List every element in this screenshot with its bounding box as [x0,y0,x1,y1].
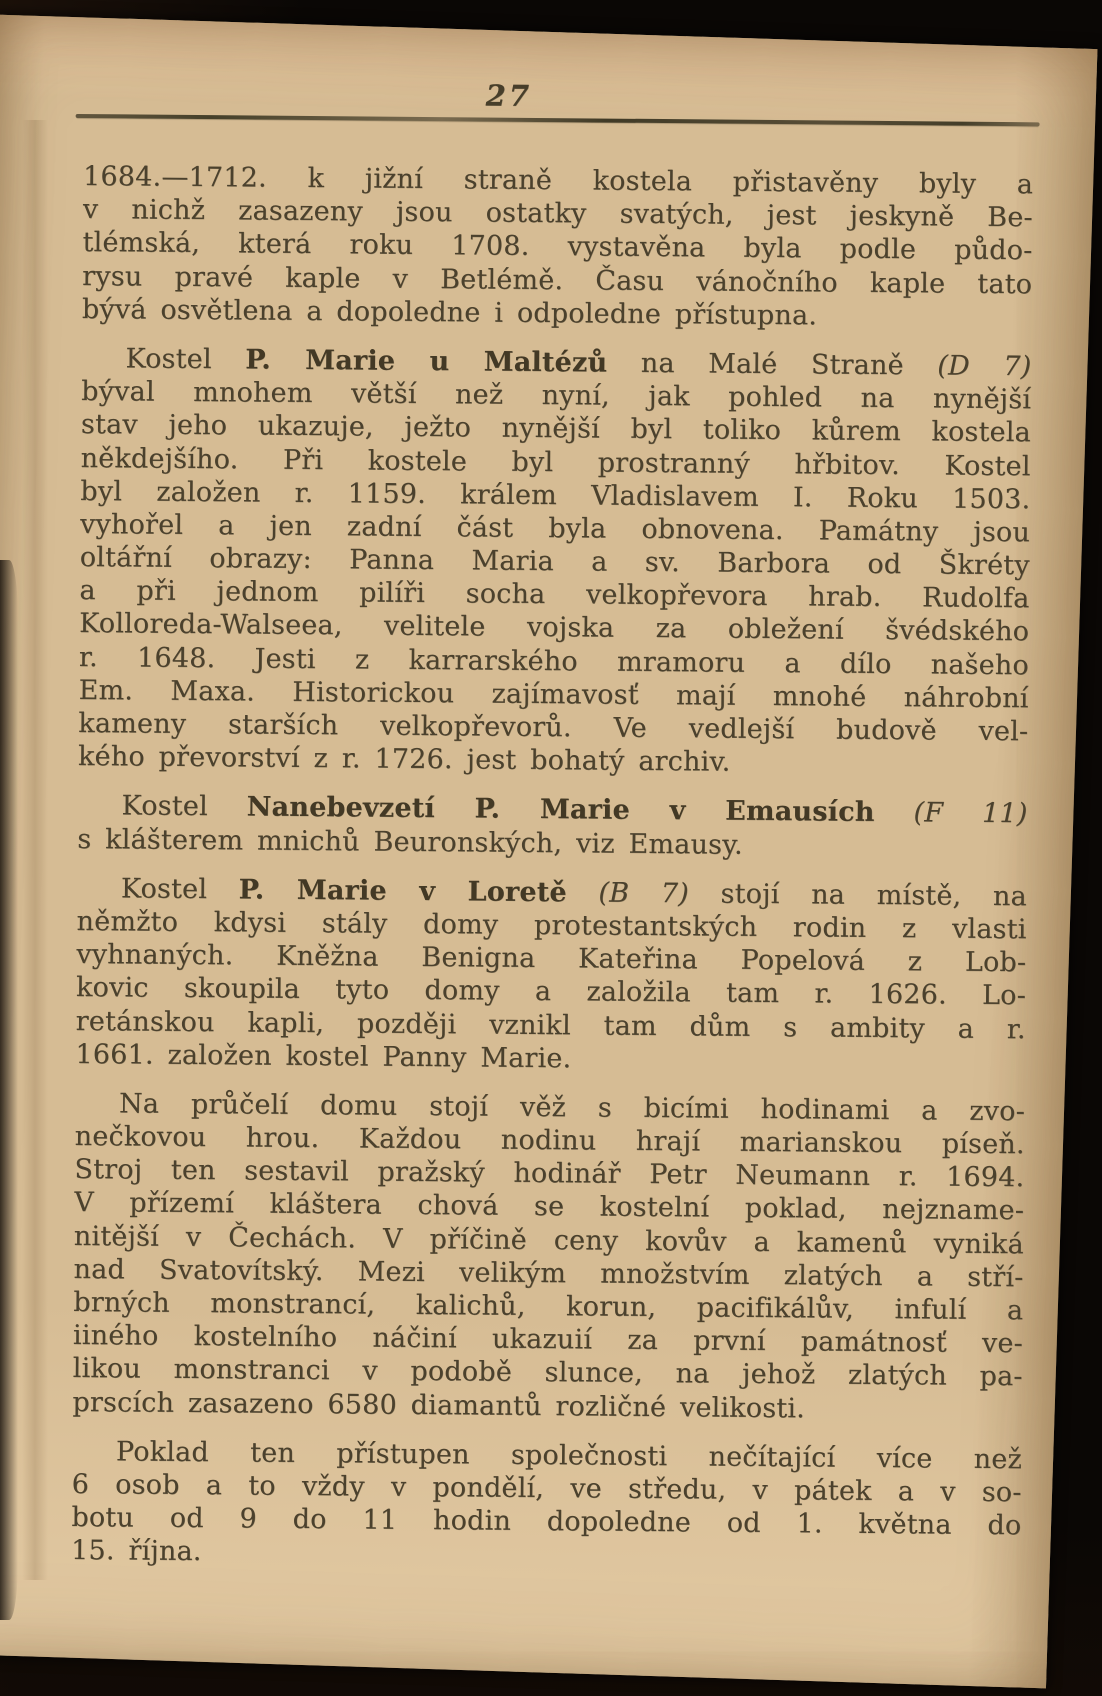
text-segment: byl založen r. 1159. králem Vladislavem I. Roku 1503. [80,475,1031,515]
paragraph [71,1435,1022,1576]
binding-gutter-shadow [0,560,18,1620]
text-segment: Em. Maxa. Historickou zajímavosť mají mnohé náhrobní [78,674,1029,715]
text-segment: 1661. založen kostel Panny Marie. [75,1038,572,1074]
text-segment: r. 1648. Jesti z karrarského mramoru a dílo našeho [78,641,1030,681]
text-segment: iiného kostelního náčiní ukazuií za první památnosť ve- [72,1320,1024,1360]
text-segment: s klášterem mnichů Beuronských, viz Emausy. [77,823,743,861]
text-segment: Na průčelí domu stojí věž s bicími hodinami a zvo- [118,1088,1026,1128]
text-segment: vyhnaných. Kněžna Benigna Kateřina Popelová z Lob- [76,939,1027,979]
text-segment: nad Svatovítský. Mezi velikým množstvím zlatých a stří- [73,1253,1024,1294]
italic-text: (D 7) [937,350,1032,383]
text-segment: Kostel [125,343,246,376]
text-segment [875,797,914,828]
paragraph [75,872,1027,1079]
text-segment: tlémská, která roku 1708. vystavěna byla podle půdo- [82,227,1033,267]
text-segment: kameny starších velkopřevorů. Ve vedlejší budově vel- [78,707,1029,748]
bold-text: P. Marie u Maltézů [245,344,608,379]
paragraph [78,342,1032,782]
text-segment: kého převorství z r. 1726. jest bohatý archiv. [77,741,731,778]
page-text-block [71,76,1034,1576]
text-segment: 6 osob a to vždy v pondělí, ve středu, v pátek a v so- [71,1468,1022,1509]
text-segment: Kostel [120,873,239,906]
page-number: 27 [485,78,533,113]
text-segment: stav jeho ukazuje, ježto nynější byl toliko kůrem kostela [80,409,1032,449]
text-segment: rysu pravé kaple v Betlémě. Času vánočního kaple tato [82,260,1033,300]
text-segment: kovic skoupila tyto domy a založila tam r. 1626. Lo- [75,972,1027,1012]
italic-text: (B 7) [598,877,690,910]
page-crease-shadow [22,120,48,1580]
text-segment: 1684.—1712. k jižní straně kostela přistavěny byly a [82,160,1034,201]
text-segment: V přízemí kláštera chová se kostelní poklad, nejzname- [74,1187,1025,1227]
text-segment: botu od 9 do 11 hodin dopoledne od 1. května do [71,1502,1022,1542]
italic-text: (F 11) [913,797,1028,830]
text-segment: likou monstranci v podobě slunce, na jehož zlatých pa- [72,1353,1023,1393]
paragraph [82,160,1033,334]
text-segment: němžto kdysi stály domy protestantských rodin z vlasti [76,905,1027,946]
text-segment: Poklad ten přístupen společnosti nečítající více než [115,1436,1023,1475]
text-segment: bývá osvětlena a dopoledne i odpoledne přístupna. [81,293,818,332]
text-segment: brných monstrancí, kalichů, korun, pacifikálův, infulí a [73,1286,1024,1327]
text-segment: oltářní obrazy: Panna Maria a sv. Barbora od Škréty [79,542,1030,582]
body-text [71,160,1033,1576]
text-segment: vyhořel a jen zadní část byla obnovena. Památny jsou [79,508,1031,549]
bold-text: P. Marie v Loretě [238,874,567,908]
text-segment: v nichž zasazeny jsou ostatky svatých, jest jeskyně Be- [82,194,1033,234]
text-segment: Kolloreda-Walseea, velitele vojska za obležení švédského [79,608,1030,648]
text-segment: prscích zasazeno 6580 diamantů rozličné velikosti. [72,1386,806,1424]
text-segment: retánskou kapli, později vznikl tam dům s ambity a r. [75,1005,1026,1045]
text-segment: býval mnohem větší než nyní, jak pohled na nynější [81,376,1032,416]
text-segment: Kostel [121,790,247,823]
text-segment: nitější v Čechách. V příčině ceny kovův a kamenů vyniká [73,1220,1024,1260]
text-segment: 15. října. [70,1535,202,1568]
text-segment: někdejšího. Při kostele byl prostranný hřbitov. Kostel [80,442,1031,482]
paragraph [72,1087,1025,1427]
bold-text: Nanebevzetí P. Marie v Emausích [246,791,875,829]
header-rule [76,114,1040,126]
text-segment: nečkovou hrou. Každou nodinu hrají marianskou píseň. [74,1121,1025,1161]
text-segment: stojí na místě, na [688,878,1028,913]
text-segment [567,877,599,908]
text-segment: na Malé Straně [607,347,938,382]
text-segment: Stroj ten sestavil pražský hodinář Petr Neumann r. 1694. [74,1154,1025,1194]
paragraph [77,789,1028,864]
text-segment: a při jednom pilíři socha velkopřevora hrab. Rudolfa [79,575,1030,615]
